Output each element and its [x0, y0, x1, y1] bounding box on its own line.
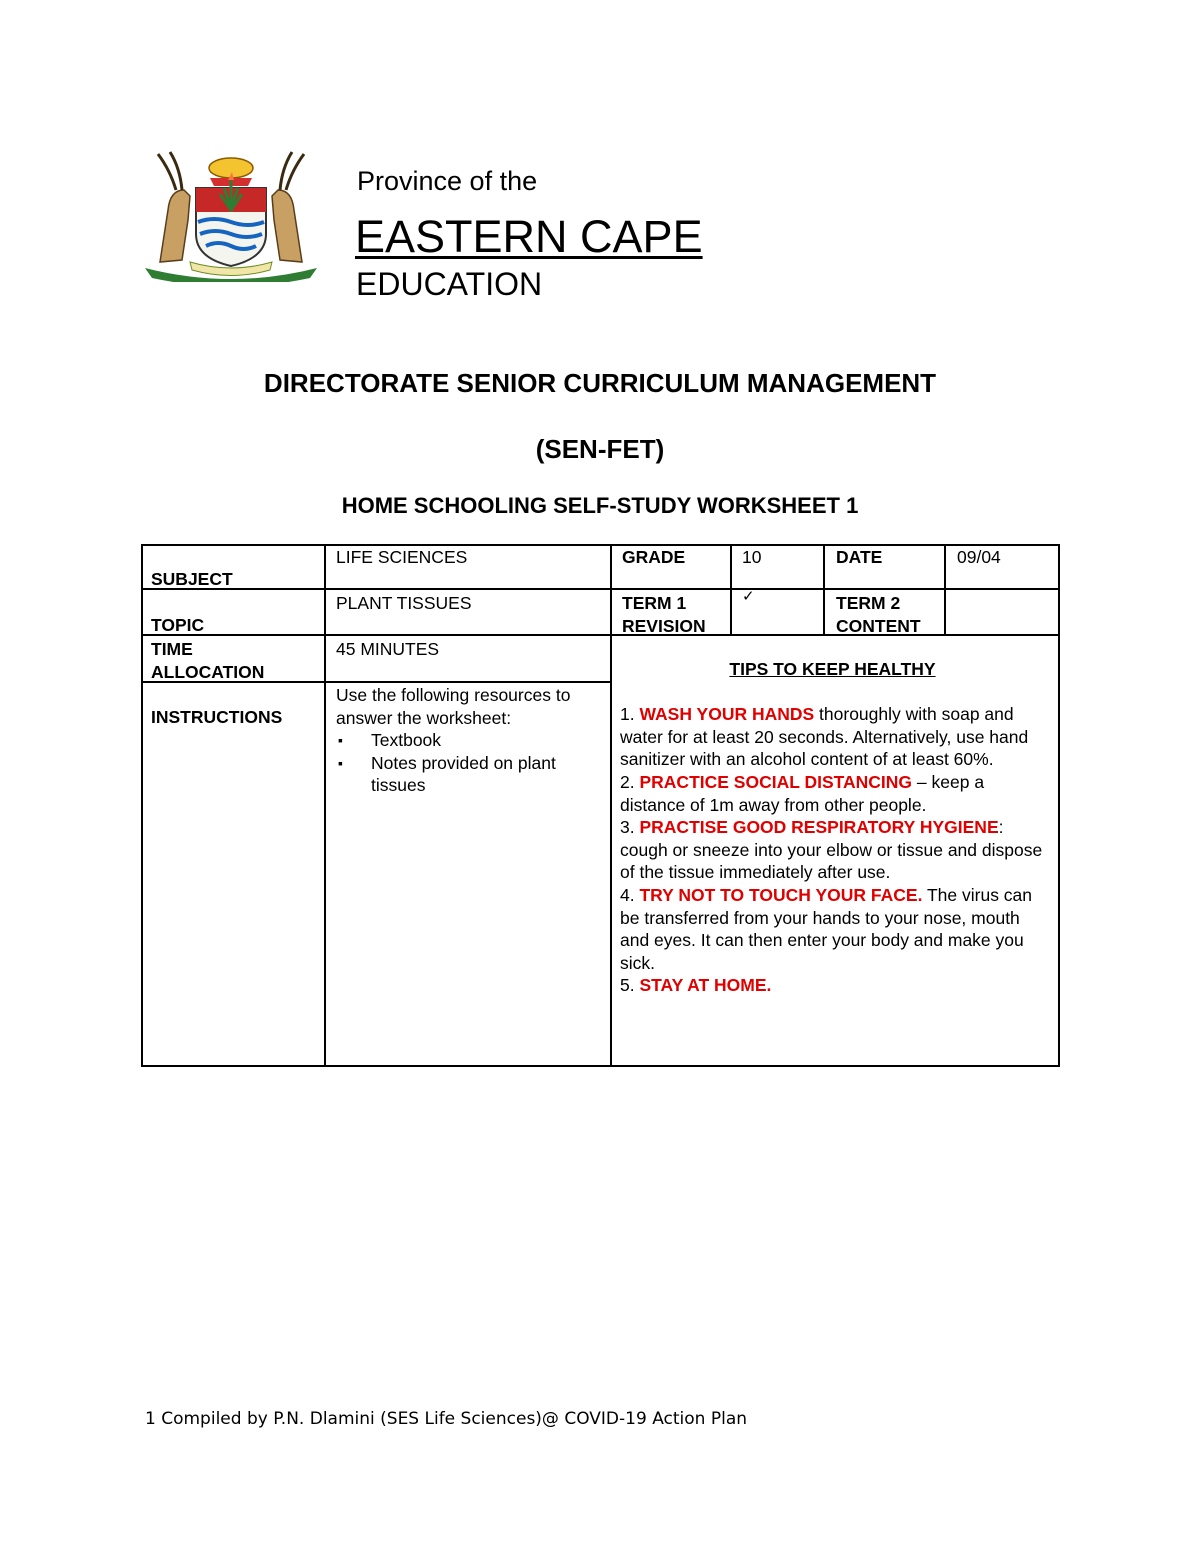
- province-name: EASTERN CAPE: [355, 211, 703, 262]
- time-allocation-label: TIME ALLOCATION: [151, 639, 265, 682]
- instructions-intro: Use the following resources to answer the worksheet:: [336, 685, 571, 728]
- page-footer: 1 Compiled by P.N. Dlamini (SES Life Sciences)@ COVID-19 Action Plan: [145, 1409, 748, 1429]
- worksheet-title: HOME SCHOOLING SELF-STUDY WORKSHEET 1: [341, 493, 859, 518]
- tip-item: 3. PRACTISE GOOD RESPIRATORY HYGIENE: cough or sneeze into your elbow or tissue and dispose of the tissue immediately after use.: [620, 817, 1043, 883]
- topic-value: PLANT TISSUES: [336, 593, 472, 613]
- subject-value: LIFE SCIENCES: [336, 547, 468, 567]
- coat-of-arms-icon: [140, 150, 322, 282]
- tips-section: [620, 658, 1045, 997]
- instructions-content: [336, 684, 604, 797]
- tips-heading: TIPS TO KEEP HEALTHY: [729, 659, 936, 679]
- province-line: Province of the: [357, 166, 538, 196]
- time-allocation-value: 45 MINUTES: [336, 639, 440, 659]
- resources-list: [336, 729, 604, 797]
- directorate-title: DIRECTORATE SENIOR CURRICULUM MANAGEMENT: [263, 368, 937, 398]
- date-value: 09/04: [957, 547, 1001, 567]
- term2-label: TERM 2 CONTENT: [836, 593, 921, 636]
- unit-title: (SEN-FET): [535, 434, 665, 464]
- list-item: ▪ Textbook: [336, 729, 604, 752]
- tip-item: 1. WASH YOUR HANDS thoroughly with soap and water for at least 20 seconds. Alternatively, use hand sanitizer with an alcohol content of at least 60%.: [620, 704, 1029, 770]
- grade-value: 10: [742, 547, 762, 567]
- topic-label: TOPIC: [151, 615, 205, 635]
- department-name: EDUCATION: [356, 266, 543, 302]
- tip-item: 4. TRY NOT TO TOUCH YOUR FACE. The virus can be transferred from your hands to your nose, mouth and eyes. It can then enter your body and make you sick.: [620, 884, 1033, 973]
- date-label: DATE: [836, 547, 883, 567]
- list-item: ▪ Notes provided on plant tissues: [336, 752, 604, 797]
- instructions-label: INSTRUCTIONS: [151, 707, 283, 727]
- subject-label: SUBJECT: [151, 569, 233, 589]
- tip-item: 5. STAY AT HOME.: [620, 975, 772, 996]
- tip-item: 2. PRACTICE SOCIAL DISTANCING – keep a distance of 1m away from other people.: [620, 771, 985, 815]
- term1-label: TERM 1 REVISION: [622, 593, 706, 636]
- term1-check-icon: ✓: [742, 588, 755, 605]
- grade-label: GRADE: [622, 547, 686, 567]
